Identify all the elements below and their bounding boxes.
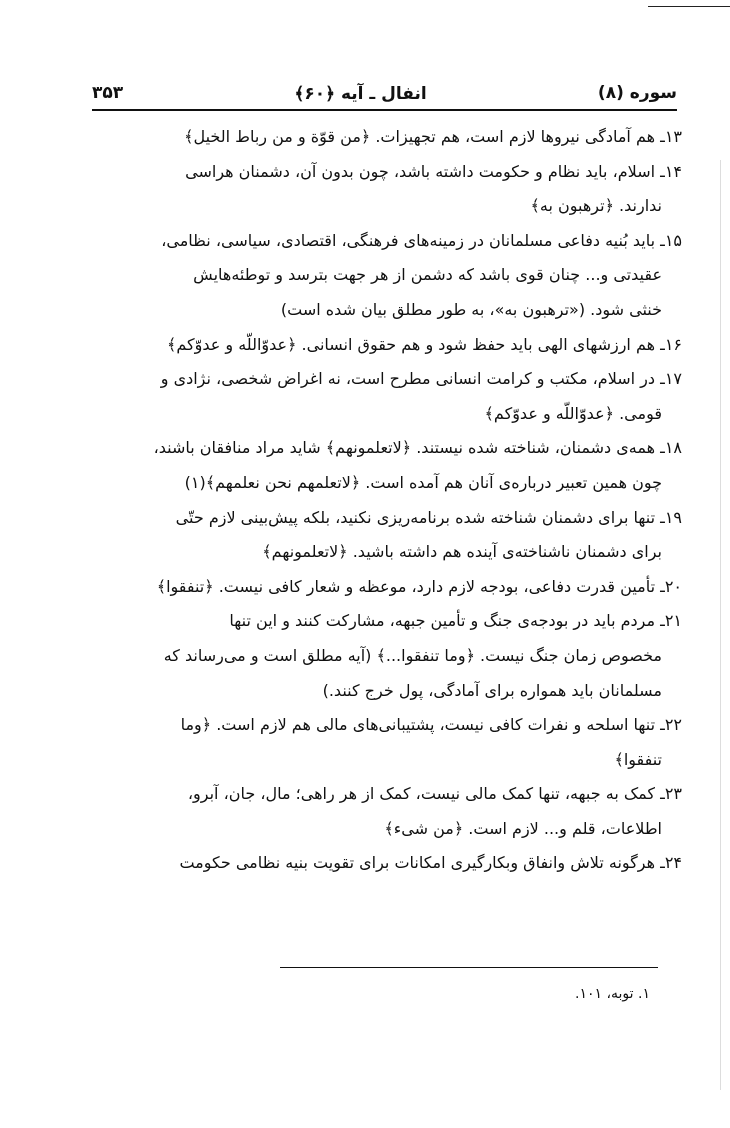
header-surah: سوره (۸)	[597, 83, 677, 103]
item-first-line: ۲۰ـ تأمین قدرت دفاعی، بودجه لازم دارد، موعظه و شعار کافی نیست. ﴿تنفقوا﴾	[156, 576, 682, 596]
item-continuation-line: اطلاعات، قلم و... لازم است. ﴿من شیء﴾	[384, 818, 662, 838]
footnote-rule	[280, 967, 658, 968]
list-item	[92, 604, 682, 708]
item-first-line: ۲۲ـ تنها اسلحه و نفرات کافی نیست، پشتیبانی‌های مالی هم لازم است. ﴿وما	[180, 715, 682, 735]
list-item	[92, 328, 682, 363]
item-continuation-line: مخصوص زمان جنگ نیست. ﴿وما تنفقوا...﴾ (آیه مطلق است و می‌رساند که	[163, 645, 662, 665]
item-first-line: ۲۱ـ مردم باید در بودجه‌ی جنگ و تأمین جبهه، مشارکت کنند و این تنها	[229, 611, 682, 631]
item-continuation-line: تنفقوا﴾	[614, 749, 662, 769]
list-item	[92, 846, 682, 881]
list-item	[92, 362, 682, 431]
item-continuation-line: عقیدتی و... چنان قوی باشد که دشمن از هر جهت بترسد و توطئه‌هایش	[193, 265, 662, 285]
commentary-body	[92, 120, 682, 881]
item-continuation-line: ندارند. ﴿ترهبون به﴾	[530, 196, 662, 216]
list-item	[92, 708, 682, 777]
page-header	[92, 78, 677, 108]
item-first-line: ۱۶ـ هم ارزشهای الهی باید حفظ شود و هم حقوق انسانی. ﴿عدوّاللّه و عدوّکم﴾	[166, 334, 682, 354]
item-first-line: ۱۴ـ اسلام، باید نظام و حکومت داشته باشد، چون بدون آن، دشمنان هراسی	[185, 161, 682, 181]
footnote: ۱. توبه، ۱۰۱.	[575, 986, 650, 1002]
item-first-line: ۱۳ـ هم آمادگی نیروها لازم است، هم تجهیزات. ﴿من قوّة و من رباط الخیل﴾	[184, 127, 682, 146]
list-item	[92, 155, 682, 224]
list-item	[92, 120, 682, 155]
list-item	[92, 224, 682, 328]
item-continuation-line: خنثی شود. («ترهبون به»، به طور مطلق بیان شده است)	[280, 299, 662, 319]
page-number: ۳۵۳	[92, 83, 124, 103]
list-item	[92, 777, 682, 846]
item-continuation-line: مسلمانان باید همواره برای آمادگی، پول خرج کنند.)	[322, 680, 662, 700]
header-rule	[92, 109, 677, 111]
item-continuation-line: برای دشمنان ناشناخته‌ی آینده هم داشته باشید. ﴿لاتعلمونهم﴾	[262, 542, 662, 562]
item-continuation-line: چون همین تعبیر درباره‌ی آنان هم آمده است. ﴿لاتعلمهم نحن نعلمهم﴾(۱)	[184, 472, 662, 492]
list-item	[92, 431, 682, 500]
list-item	[92, 570, 682, 605]
page-edge-shadow	[720, 160, 721, 1090]
list-item	[92, 501, 682, 570]
header-title: انفال ـ آیه ﴿۶۰﴾	[294, 83, 427, 104]
item-first-line: ۱۵ـ باید بُنیه دفاعی مسلمانان در زمینه‌های فرهنگی، اقتصادی، سیاسی، نظامی،	[161, 230, 682, 250]
top-corner-rule	[648, 6, 730, 7]
item-first-line: ۱۹ـ تنها برای دشمنان شناخته شده برنامه‌ریزی نکنید، بلکه پیش‌بینی لازم حتّی	[175, 507, 682, 527]
item-first-line: ۱۷ـ در اسلام، مکتب و کرامت انسانی مطرح است، نه اغراض شخصی، نژادی و	[160, 369, 682, 389]
item-first-line: ۲۳ـ کمک به جبهه، تنها کمک مالی نیست، کمک از هر راهی؛ مال، جان، آبرو،	[187, 784, 682, 804]
item-first-line: ۲۴ـ هرگونه تلاش وانفاق وبکارگیری امکانات برای تقویت بنیه نظامی حکومت	[179, 853, 682, 873]
item-first-line: ۱۸ـ همه‌ی دشمنان، شناخته شده نیستند. ﴿لاتعلمونهم﴾ شاید مراد منافقان باشند،	[153, 438, 682, 458]
item-continuation-line: قومی. ﴿عدوّاللّه و عدوّکم﴾	[484, 403, 662, 423]
